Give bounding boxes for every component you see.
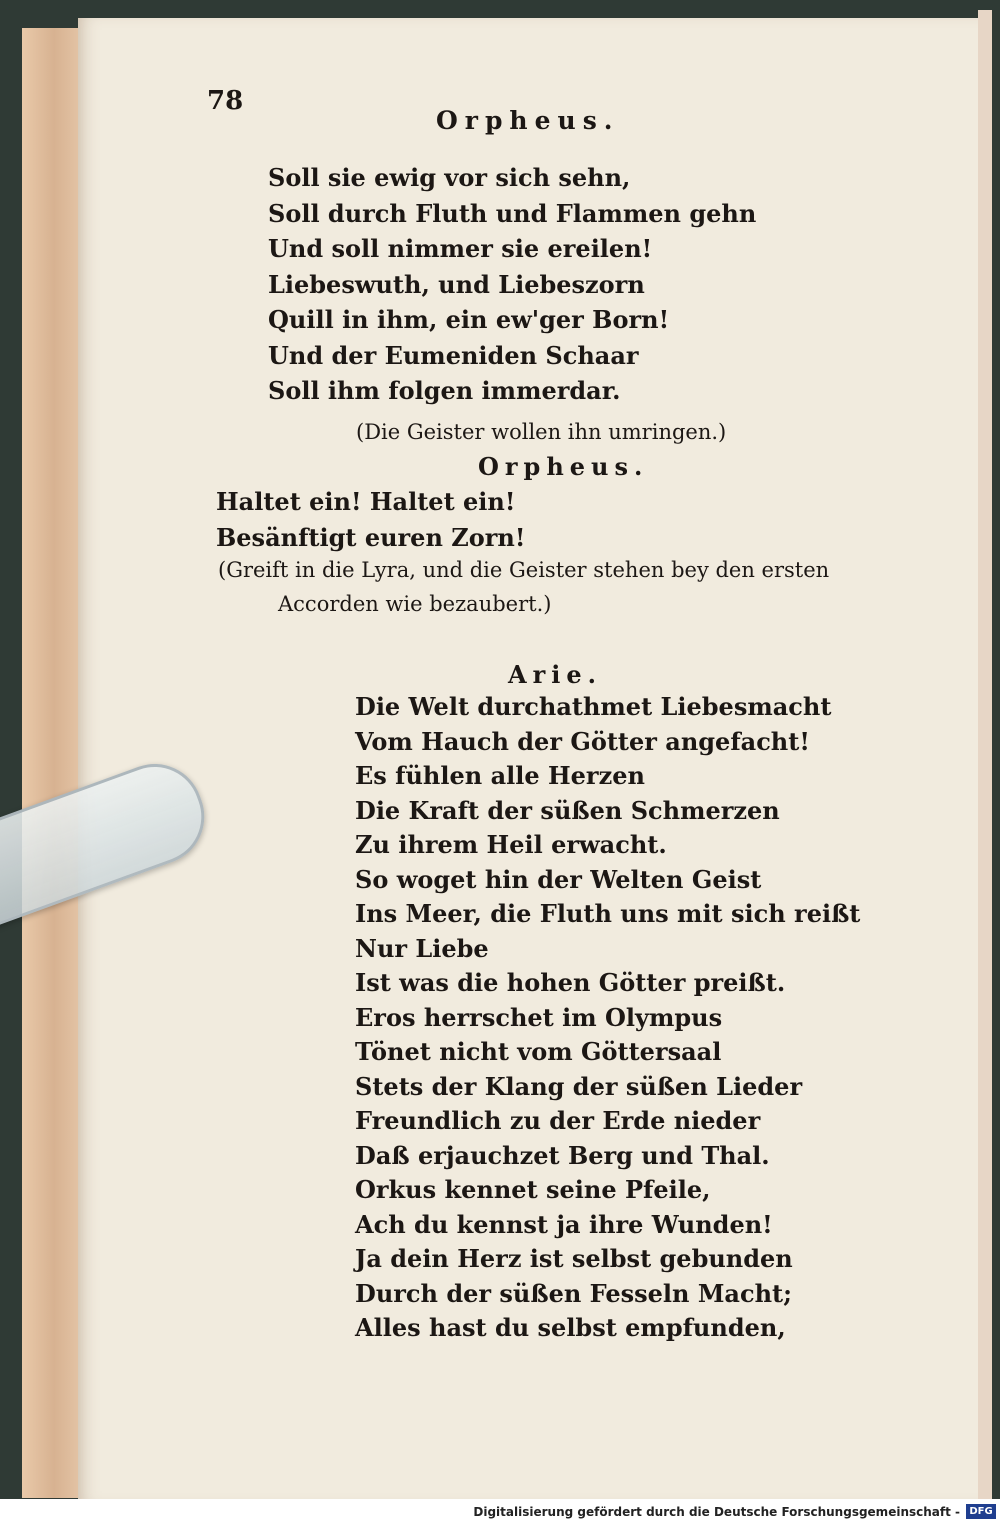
verse-line: Orkus kennet seine Pfeile,: [355, 1175, 711, 1204]
verse-line: Liebeswuth, und Liebeszorn: [268, 269, 645, 299]
verse-line: Stets der Klang der süßen Lieder: [355, 1071, 803, 1101]
verse-line: Ins Meer, die Fluth uns mit sich reißt: [355, 899, 861, 928]
verse-line: Soll durch Fluth und Flammen gehn: [268, 198, 757, 228]
verse-line: Alles hast du selbst empfunden,: [355, 1313, 786, 1342]
verse-line: Vom Hauch der Götter angefacht!: [355, 726, 810, 756]
running-head: Orpheus.: [436, 106, 620, 135]
verse-line: Und der Eumeniden Schaar: [268, 340, 639, 370]
footer-bar: [0, 1499, 1000, 1523]
stage-direction: Accorden wie bezaubert.): [278, 592, 552, 616]
verse-line: Durch der süßen Fesseln Macht;: [355, 1278, 792, 1308]
verse-line: Die Welt durchathmet Liebesmacht: [355, 692, 832, 721]
verse-line: Ach du kennst ja ihre Wunden!: [355, 1209, 773, 1239]
verse-line: Zu ihrem Heil erwacht.: [355, 830, 667, 859]
verse-line: Und soll nimmer sie ereilen!: [268, 234, 653, 263]
footer-credit: Digitalisierung gefördert durch die Deutsche Forschungsgemeinschaft -: [473, 1505, 960, 1519]
stage-direction: (Die Geister wollen ihn umringen.): [356, 420, 727, 444]
page-number: 78: [207, 86, 244, 116]
verse-line: Haltet ein! Haltet ein!: [216, 487, 516, 516]
aria-heading: Arie.: [508, 660, 603, 689]
stanza-1: [268, 160, 756, 409]
stage-direction: (Greift in die Lyra, und die Geister stehen bey den ersten: [218, 558, 830, 582]
aria-text: [355, 690, 860, 1346]
verse-line: Ist was die hohen Götter preißt.: [355, 968, 786, 997]
verse-line: Soll ihm folgen immerdar.: [268, 376, 621, 405]
verse-line: Quill in ihm, ein ew'ger Born!: [268, 305, 670, 334]
verse-line: Tönet nicht vom Göttersaal: [355, 1037, 722, 1066]
verse-line: Die Kraft der süßen Schmerzen: [355, 795, 780, 825]
verse-line: Freundlich zu der Erde nieder: [355, 1106, 761, 1135]
speech: [216, 484, 525, 555]
verse-line: Daß erjauchzet Berg und Thal.: [355, 1140, 770, 1170]
verse-line: Ja dein Herz ist selbst gebunden: [355, 1244, 793, 1273]
verse-line: So woget hin der Welten Geist: [355, 864, 762, 894]
verse-line: Soll sie ewig vor sich sehn,: [268, 163, 631, 192]
verse-line: Nur Liebe: [355, 933, 489, 963]
verse-line: Eros herrschet im Olympus: [355, 1002, 723, 1032]
verse-line: Besänftigt euren Zorn!: [216, 522, 526, 552]
verse-line: Es fühlen alle Herzen: [355, 761, 645, 790]
speaker-name: Orpheus.: [478, 452, 649, 481]
dfg-logo: DFG: [966, 1504, 996, 1519]
